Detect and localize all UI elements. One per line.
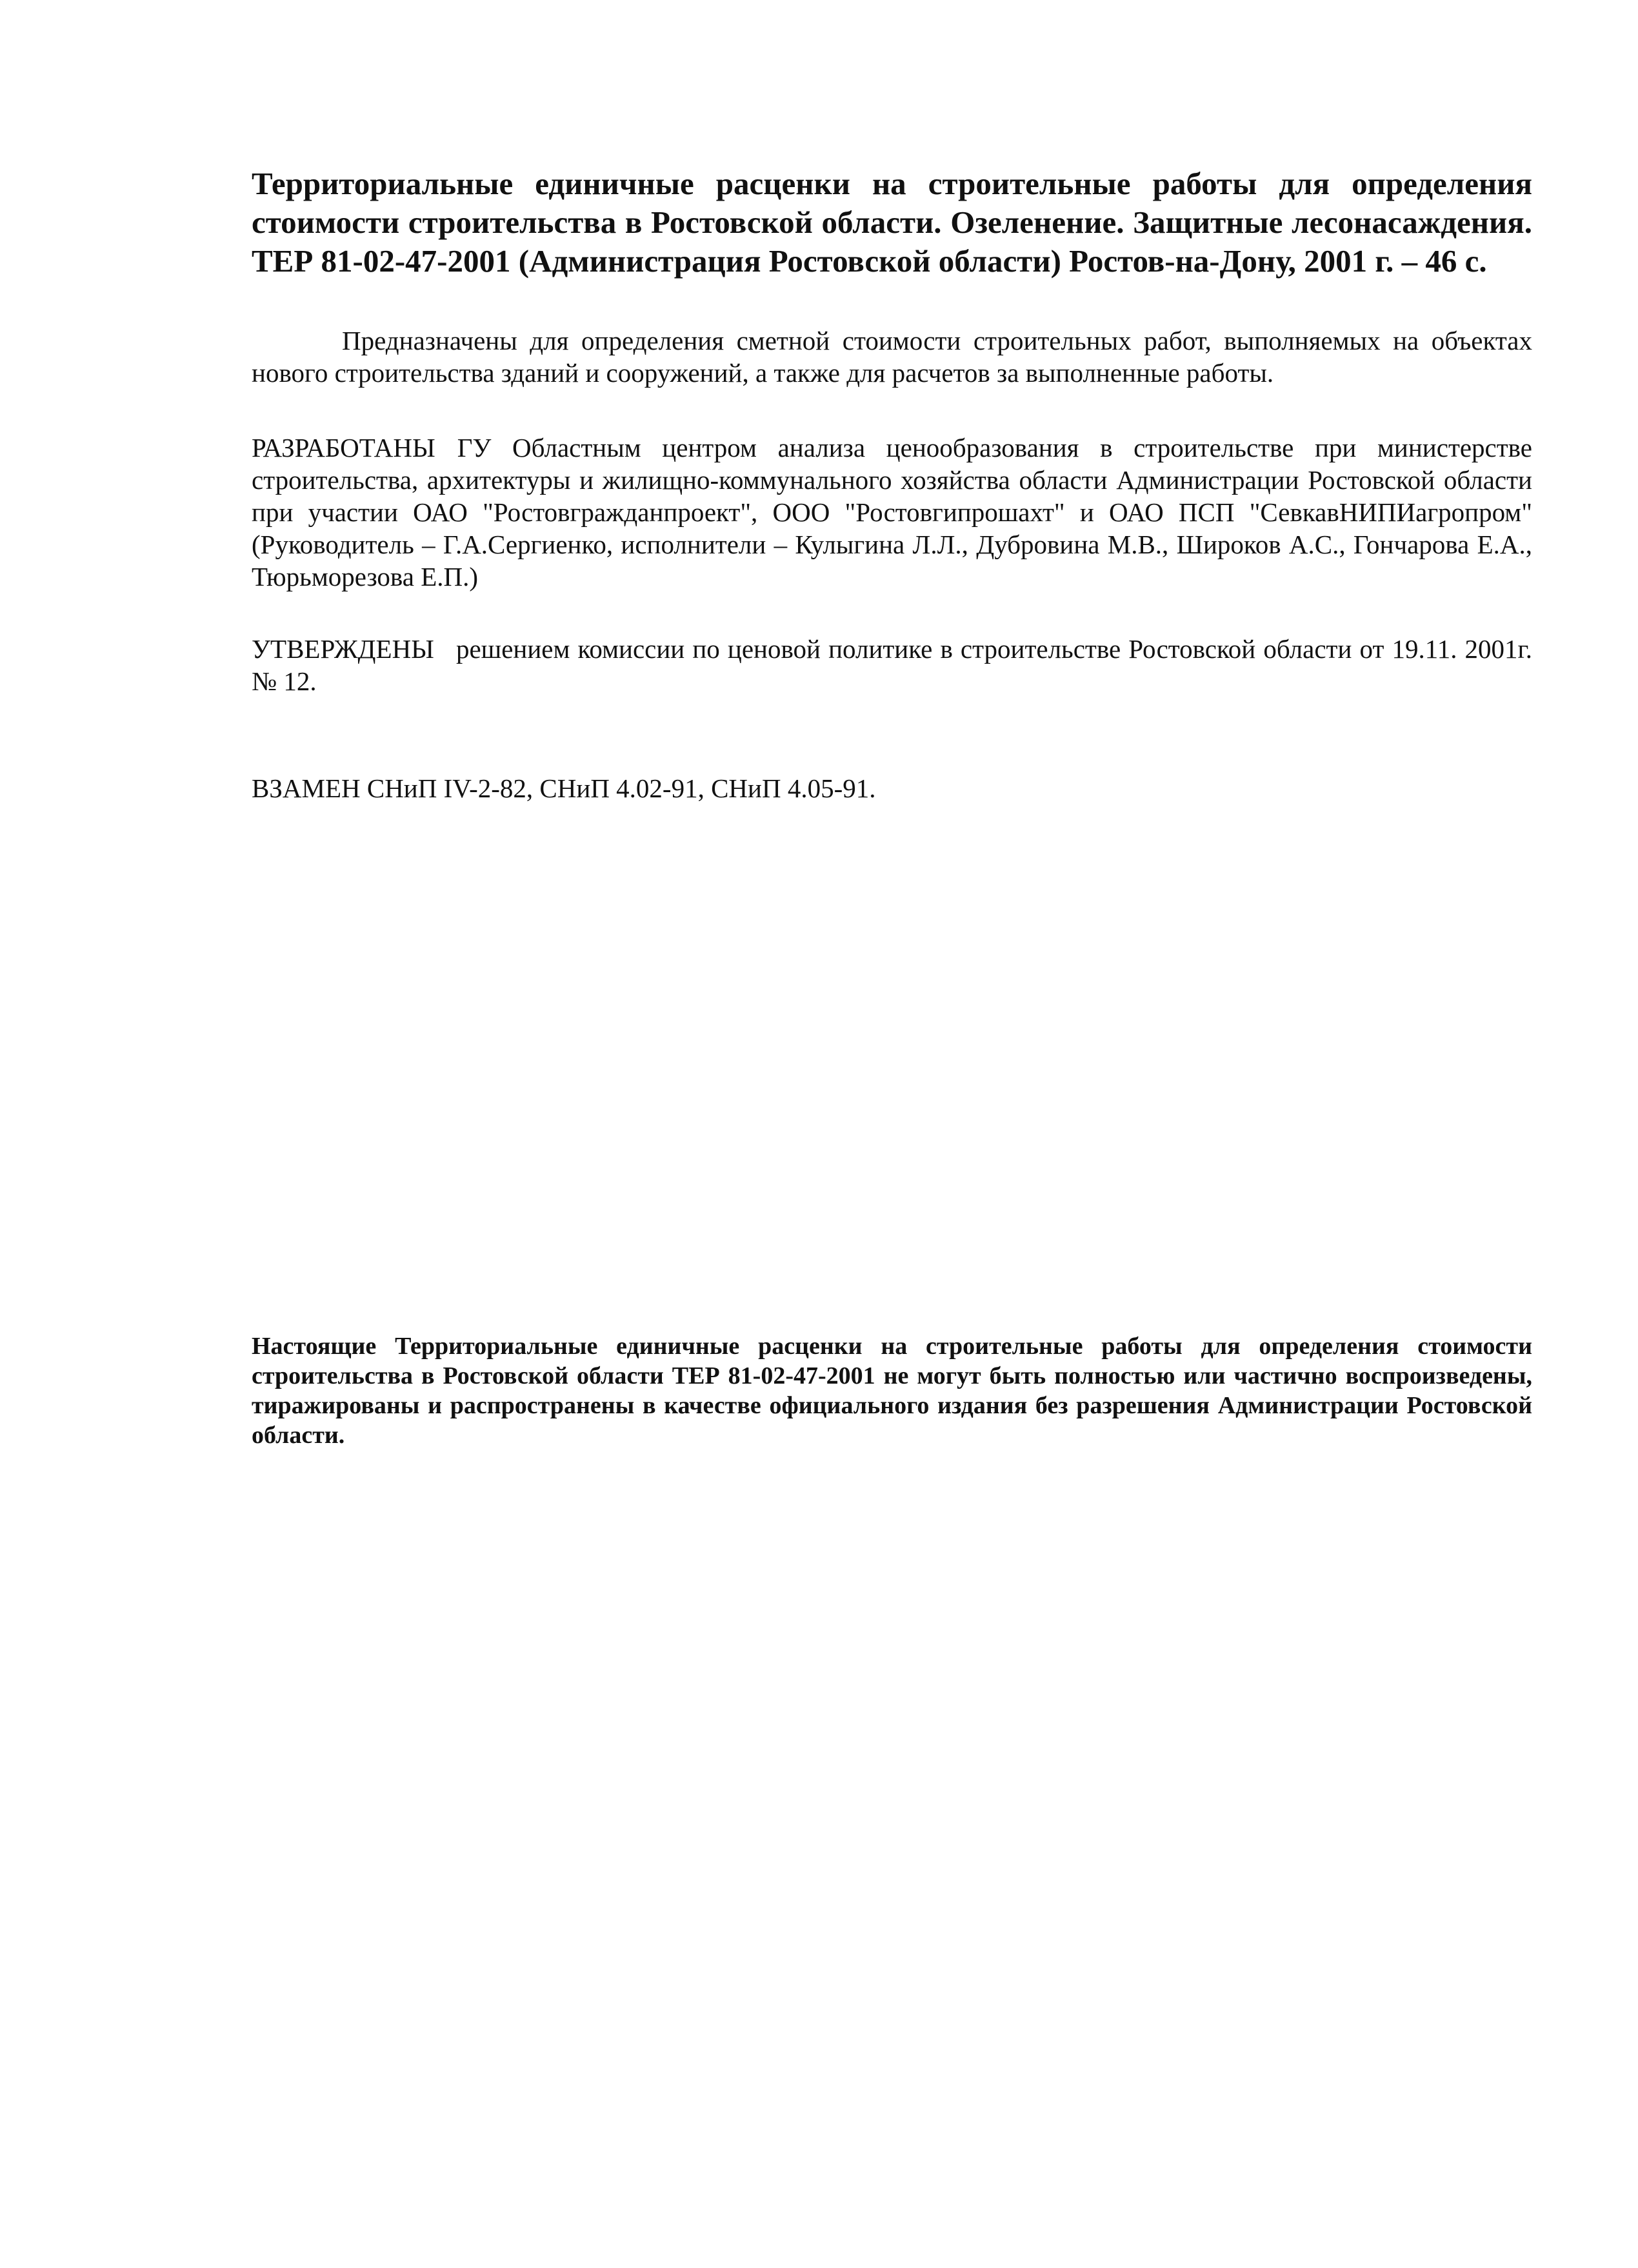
copyright-notice: Настоящие Территориальные единичные расценки на строительные работы для определения стоимости строительства в Ростовской области ТЕР 81-02-47-2001 не могут быть полностью или частично воспроизведены, тиражированы и распространены в качестве официального издания без разрешения Администрации Ростовской области. — [252, 1333, 1532, 1449]
document-title: Территориальные единичные расценки на строительные работы для определения стоимости строительства в Ростовской области. Озеленение. Защитные лесонасаждения. ТЕР 81-02-47-2001 (Администрация Ростовской области) Ростов-на-Дону, 2001 г. – 46 с. — [252, 166, 1532, 279]
developed-label: РАЗРАБОТАНЫ — [252, 433, 435, 463]
developed-text: ГУ Областным центром анализа ценообразования в строительстве при министерстве строительства, архитектуры и жилищно-коммунального хозяйства области Администрации Ростовской области при участии ОАО "Ростовгражданпроект", ООО "Ростовгипрошахт" и ОАО ПСП "СевкавНИПИагропром" (Руководитель – Г.А.Сергиенко, исполнители – Кулыгина Л.Л., Дубровина М.В., Широков А.С., Гончарова Е.А., Тюрьморезова Е.П.) — [252, 433, 1532, 592]
replaces-paragraph: ВЗАМЕН СНиП IV-2-82, СНиП 4.02-91, СНиП 4.05-91. — [252, 773, 876, 803]
approved-label: УТВЕРЖДЕНЫ — [252, 634, 434, 664]
document-body — [252, 164, 1532, 804]
developed-paragraph — [252, 432, 1532, 593]
approved-paragraph — [252, 633, 1532, 697]
approved-text: решением комиссии по ценовой политике в строительстве Ростовской области от 19.11. 2001г. № 12. — [252, 634, 1532, 696]
purpose-paragraph: Предназначены для определения сметной стоимости строительных работ, выполняемых на объектах нового строительства зданий и сооружений, а также для расчетов за выполненные работы. — [252, 326, 1532, 388]
